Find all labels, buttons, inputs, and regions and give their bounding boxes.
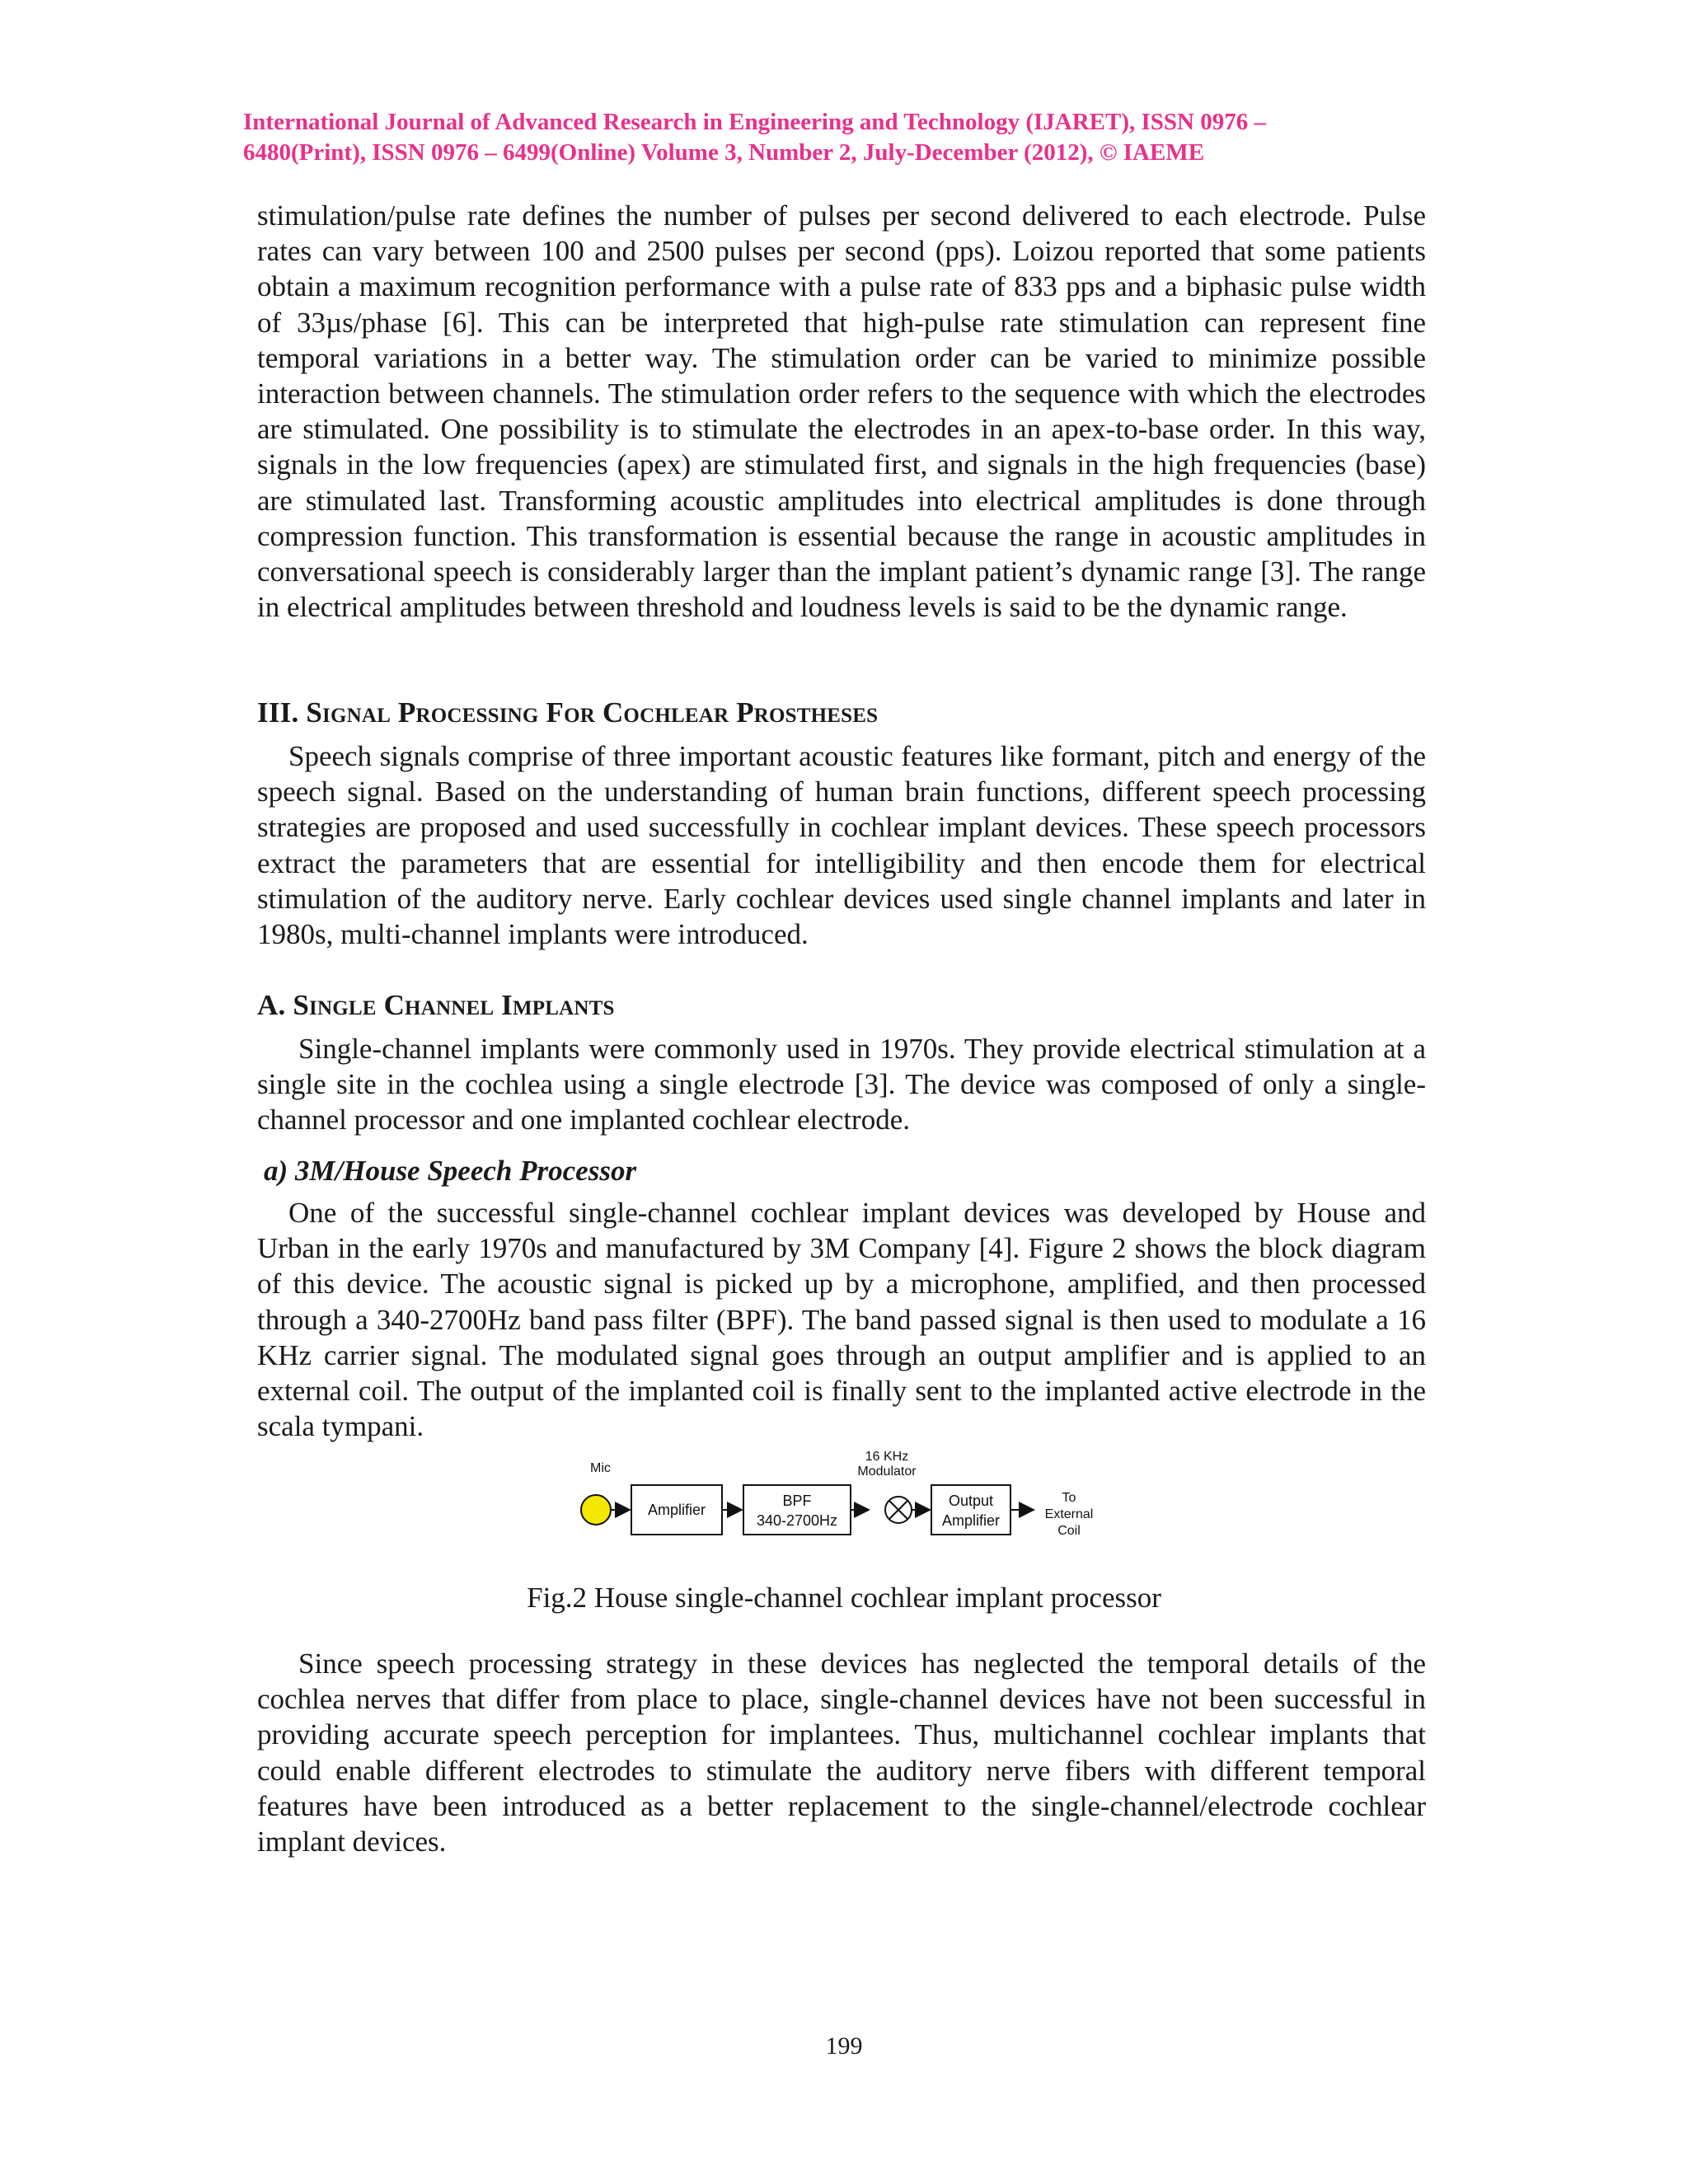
- paragraph-house-device: One of the successful single-channel cochlear implant devices was developed by House and Urban in the early 1970s and manufactured by 3M Company [4]. Figure 2 shows the block diagram of this device. The acoustic signal is picked up by a microphone, amplified, and then processed through a 340-2700Hz band pass filter (BPF). The band passed signal is then used to modulate a 16 KHz carrier signal. The modulated signal goes through an output amplifier and is applied to an external coil. The output of the implanted coil is finally sent to the implanted active electrode in the scala tympani.: [257, 1197, 1426, 1443]
- microphone-icon: [581, 1495, 611, 1525]
- journal-header-line1: International Journal of Advanced Research in Engineering and Technology (IJARET), ISSN 0976 –: [243, 109, 1266, 135]
- amplifier-label: Amplifier: [647, 1502, 706, 1518]
- to-coil-line3: Coil: [1057, 1524, 1081, 1538]
- modulator-label-line1: 16 KHz: [865, 1451, 909, 1464]
- bpf-label-line1: BPF: [782, 1493, 812, 1509]
- section-heading-single-channel: A. Single Channel Implants: [257, 989, 615, 1021]
- modulator-multiplier-icon: [885, 1497, 912, 1523]
- paragraph-speech-signals: Speech signals comprise of three important acoustic features like formant, pitch and energy of the speech signal. Based on the understanding of human brain functions, different speech processing strategies are proposed and used successfully in cochlear implant devices. These speech processors extract the parameters that are essential for intelligibility and then encode them for electrical stimulation of the auditory nerve. Early cochlear devices used single channel implants and later in 1980s, multi-channel implants were introduced.: [257, 740, 1426, 951]
- journal-header-line2: 6480(Print), ISSN 0976 – 6499(Online) Volume 3, Number 2, July-December (2012), © IAEME: [243, 139, 1205, 166]
- mic-label: Mic: [590, 1461, 611, 1475]
- page-number: 199: [825, 2032, 863, 2060]
- paragraph-multichannel-intro: Since speech processing strategy in these devices has neglected the temporal details of the cochlea nerves that differ from place to place, single-channel devices have not been successful in providing accurate speech perception for implantees. Thus, multichannel cochlear implants that could enable different electrodes to stimulate the auditory nerve fibers with different temporal features have been introduced as a better replacement to the single-channel/electrode cochlear implant devices.: [257, 1647, 1426, 1858]
- paragraph-single-channel: Single-channel implants were commonly used in 1970s. They provide electrical stimulation at a single site in the cochlea using a single electrode [3]. The device was composed of only a single-channel processor and one implanted cochlear electrode.: [257, 1033, 1426, 1137]
- output-amplifier-line1: Output: [948, 1493, 994, 1509]
- block-diagram-figure: [560, 1451, 1121, 1554]
- modulator-label-line2: Modulator: [857, 1465, 917, 1479]
- section-heading-signal-processing: III. Signal Processing For Cochlear Prostheses: [257, 696, 879, 729]
- to-coil-line2: External: [1044, 1507, 1094, 1521]
- block-diagram: [560, 1451, 1121, 1554]
- journal-header: [243, 107, 1430, 168]
- output-amplifier-line2: Amplifier: [941, 1512, 1001, 1529]
- subheading-3m-house: a) 3M/House Speech Processor: [264, 1155, 637, 1187]
- figure-caption: Fig.2 House single-channel cochlear implant processor: [527, 1582, 1161, 1614]
- to-coil-line1: To: [1062, 1491, 1076, 1505]
- bpf-label-line2: 340-2700Hz: [756, 1512, 838, 1529]
- paragraph-pulse-rate: stimulation/pulse rate defines the number of pulses per second delivered to each electrode. Pulse rates can vary between 100 and 2500 pulses per second (pps). Loizou reported that some patients obtain a maximum recognition performance with a pulse rate of 833 pps and a biphasic pulse width of 33µs/phase [6]. This can be interpreted that high-pulse rate stimulation can represent fine temporal variations in a better way. The stimulation order can be varied to minimize possible interaction between channels. The stimulation order refers to the sequence with which the electrodes are stimulated. One possibility is to stimulate the electrodes in an apex-to-base order. In this way, signals in the low frequencies (apex) are stimulated first, and signals in the high frequencies (base) are stimulated last. Transforming acoustic amplitudes into electrical amplitudes is done through compression function. This transformation is essential because the range in acoustic amplitudes in conversational speech is considerably larger than the implant patient’s dynamic range [3]. The range in electrical amplitudes between threshold and loudness levels is said to be the dynamic range.: [257, 199, 1426, 624]
